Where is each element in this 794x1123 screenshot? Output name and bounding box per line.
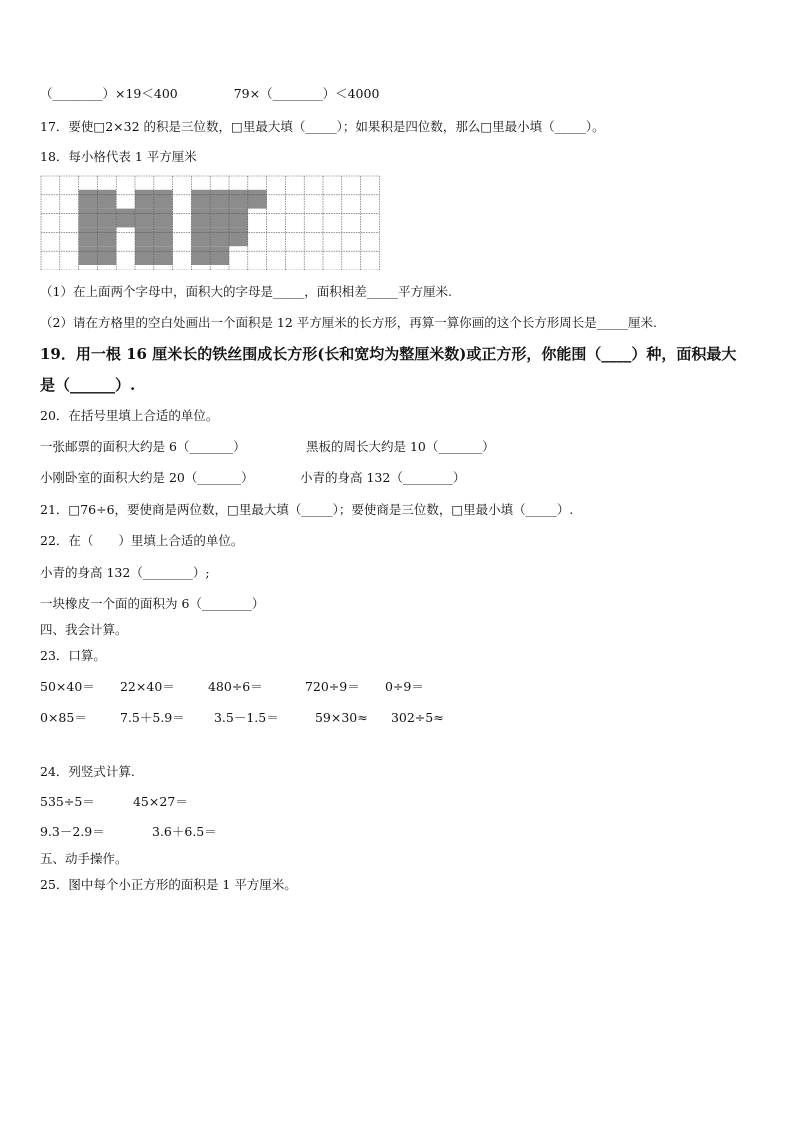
grid-cell-filled: [191, 246, 210, 265]
question-22-line-2: 一块橡皮一个面的面积为 6（________）: [40, 596, 265, 611]
question-25: 25．图中每个小正方形的面积是 1 平方厘米。: [40, 877, 297, 892]
calc-item: 3.5－1.5＝: [213, 710, 279, 725]
grid-cell-filled: [97, 209, 116, 228]
grid-cell-filled: [191, 190, 210, 209]
question-19-line-1: 19．用一根 16 厘米长的铁丝围成长方形(长和宽均为整厘米数)或正方形，你能围（____）种，面积最大: [40, 345, 737, 363]
section-5-title: 五、动手操作。: [40, 851, 128, 866]
grid-cell-filled: [210, 190, 229, 209]
inequality-2: 79×（________）＜4000: [233, 86, 380, 101]
calc-item: 7.5＋5.9＝: [119, 710, 185, 725]
vertical-calc-row-1: [40, 792, 188, 810]
calc-item: 50×40＝: [40, 679, 95, 694]
question-24: 24．列竖式计算.: [40, 764, 135, 779]
calc-item: 59×30≈: [314, 710, 368, 725]
grid-cell-filled: [191, 227, 210, 246]
question-20-row-1: [40, 437, 495, 455]
question-19-line-2: 是（______）.: [40, 376, 136, 394]
grid-cell-filled: [97, 190, 116, 209]
line-inequalities: [40, 84, 379, 102]
height-132: 小青的身高 132（________）: [299, 470, 466, 485]
calc-item: 22×40＝: [119, 679, 175, 694]
grid-cell-filled: [97, 246, 116, 265]
grid-cell-filled: [210, 246, 229, 265]
calc-item: 0×85＝: [40, 710, 87, 725]
blackboard-perimeter: 黑板的周长大约是 10（_______）: [305, 439, 495, 454]
question-18-part-1: （1）在上面两个字母中，面积大的字母是_____，面积相差_____平方厘米.: [40, 284, 452, 299]
stamp-area: 一张邮票的面积大约是 6（_______）: [40, 439, 246, 454]
letter-grid-svg: [40, 175, 380, 270]
calc-item: 45×27＝: [132, 794, 188, 809]
inequality-1: （________）×19＜400: [40, 86, 178, 101]
mental-math-row-1: [40, 677, 424, 695]
question-20-row-2: [40, 468, 465, 486]
grid-cell-filled: [135, 190, 154, 209]
bedroom-area: 小刚卧室的面积大约是 20（_______）: [40, 470, 254, 485]
question-23: 23．口算。: [40, 648, 106, 663]
grid-cell-filled: [97, 227, 116, 246]
question-18: 18．每小格代表 1 平方厘米: [40, 149, 197, 164]
question-18-part-2: （2）请在方格里的空白处画出一个面积是 12 平方厘米的长方形，再算一算你画的这个长方形周长是_____厘米.: [40, 315, 658, 330]
grid-cell-filled: [154, 246, 173, 265]
calc-item: 0÷9＝: [384, 679, 424, 694]
grid-cell-filled: [79, 209, 98, 228]
question-22-line-1: 小青的身高 132（________）;: [40, 565, 210, 580]
grid-cell-filled: [248, 190, 267, 209]
grid-cell-filled: [79, 246, 98, 265]
calc-item: 9.3－2.9＝: [40, 824, 105, 839]
calc-item: 720÷9＝: [304, 679, 360, 694]
grid-cell-filled: [229, 190, 248, 209]
grid-cell-filled: [79, 227, 98, 246]
letter-grid: [40, 175, 380, 270]
section-4-title: 四、我会计算。: [40, 622, 128, 637]
grid-cell-filled: [116, 209, 135, 228]
grid-cell-filled: [135, 209, 154, 228]
question-21: 21．□76÷6，要使商是两位数，□里最大填（_____）；要使商是三位数，□里最小填（_____）.: [40, 502, 574, 517]
grid-cell-filled: [191, 209, 210, 228]
grid-cell-filled: [135, 227, 154, 246]
grid-cell-filled: [79, 190, 98, 209]
calc-item: 535÷5＝: [40, 794, 95, 809]
grid-cell-filled: [154, 190, 173, 209]
question-17: 17．要使□2×32 的积是三位数，□里最大填（_____）；如果积是四位数，那么□里最小填（_____）。: [40, 119, 605, 134]
calc-item: 480÷6＝: [207, 679, 263, 694]
mental-math-row-2: [40, 708, 444, 726]
grid-cell-filled: [210, 227, 229, 246]
calc-item: 302÷5≈: [390, 710, 444, 725]
calc-item: 3.6＋6.5＝: [151, 824, 217, 839]
question-20: 20．在括号里填上合适的单位。: [40, 408, 219, 423]
grid-cell-filled: [154, 209, 173, 228]
grid-cell-filled: [210, 209, 229, 228]
question-22: 22．在（ ）里填上合适的单位。: [40, 533, 244, 548]
grid-cell-filled: [229, 209, 248, 228]
grid-cell-filled: [135, 246, 154, 265]
grid-cell-filled: [229, 227, 248, 246]
grid-cell-filled: [154, 227, 173, 246]
vertical-calc-row-2: [40, 822, 217, 840]
